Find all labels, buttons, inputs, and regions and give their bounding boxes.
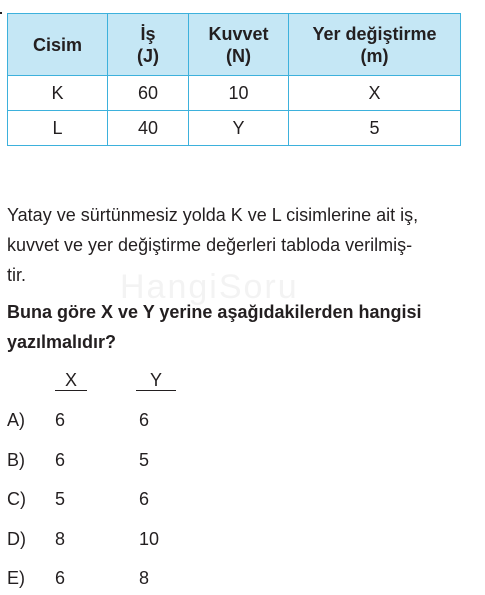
corner-tick-mark [0,12,2,14]
header-is-unit: (J) [137,45,159,66]
question-text [7,297,479,357]
option-e[interactable] [7,563,307,593]
option-y-value: 5 [139,450,150,470]
option-x-value: 6 [55,568,66,588]
table-cell: X [289,76,461,111]
table-cell: L [8,111,108,146]
header-kuvvet-label: Kuvvet [208,23,269,44]
header-kuvvet [189,14,289,76]
option-letter: A) [7,410,25,430]
description-line: tir. [7,265,27,285]
watermark-text: HangiSoru [120,268,299,306]
table-cell: 5 [289,111,461,146]
description-line: Yatay ve sürtünmesiz yolda K ve L cisimlerine ait iş, [7,205,419,225]
option-c[interactable] [7,484,307,514]
header-yer-degistirme [289,14,461,76]
table-cell: 60 [108,76,189,111]
header-yer-degistirme-label: Yer değiştirme [312,23,437,44]
option-b[interactable] [7,445,307,475]
problem-description [7,200,479,290]
option-y-value: 6 [139,489,150,509]
header-cisim [8,14,108,76]
option-letter: D) [7,529,26,549]
option-y-value: 8 [139,568,150,588]
header-is-label: İş [140,23,156,44]
option-a[interactable] [7,405,307,435]
table-cell: K [8,76,108,111]
option-d[interactable] [7,524,307,554]
data-table [7,13,461,146]
option-letter: C) [7,489,26,509]
table-row [8,76,461,111]
header-yer-degistirme-unit: (m) [360,45,389,66]
question-line: Buna göre X ve Y yerine aşağıdakilerden hangisi [7,302,422,322]
table-header-row [8,14,461,76]
option-x-value: 5 [55,489,66,509]
option-y-value: 6 [139,410,150,430]
header-cisim-label: Cisim [32,34,83,55]
question-line: yazılmalıdır? [7,332,117,352]
option-x-value: 6 [55,410,66,430]
option-letter: B) [7,450,25,470]
table-cell: 40 [108,111,189,146]
table-cell: 10 [189,76,289,111]
option-letter: E) [7,568,25,588]
header-is [108,14,189,76]
header-kuvvet-unit: (N) [226,45,251,66]
description-line: kuvvet ve yer değiştirme değerleri tabloda verilmiş- [7,235,413,255]
option-x-value: 6 [55,450,66,470]
option-y-value: 10 [139,529,160,549]
table-row [8,111,461,146]
table-cell: Y [189,111,289,146]
options-header-x: X [55,370,87,391]
options-header-y: Y [136,370,176,391]
option-x-value: 8 [55,529,66,549]
